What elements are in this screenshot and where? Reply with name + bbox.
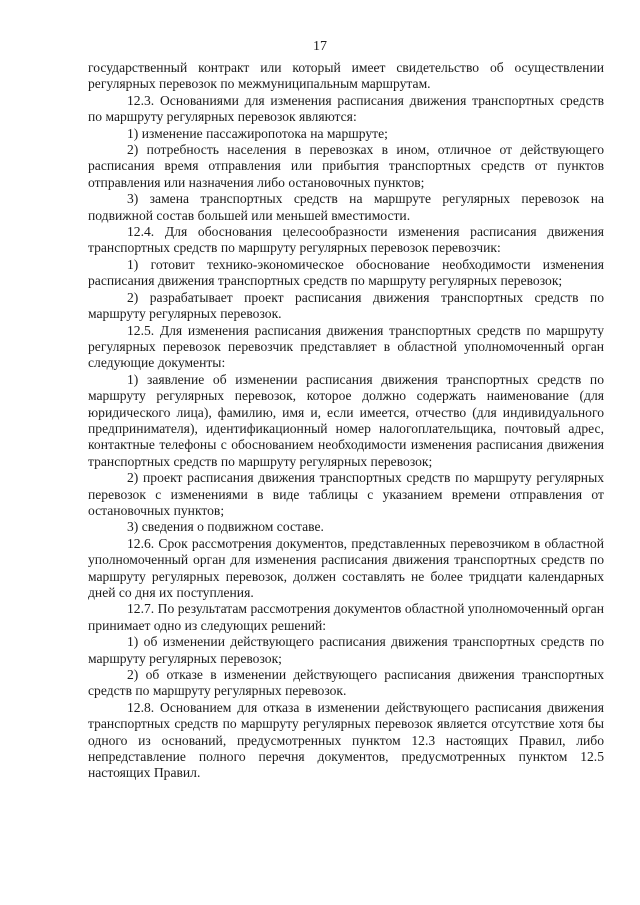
paragraph: 3) сведения о подвижном составе. [127, 519, 324, 535]
paragraph: 1) об изменении действующего расписания движения транспортных средств по маршруту регулярных перевозок; [88, 634, 604, 666]
paragraph: 3) замена транспортных средств на маршруте регулярных перевозок на подвижной состав большей или меньшей вместимости. [88, 191, 604, 223]
paragraph: 2) потребность населения в перевозках в ином, отличное от действующего расписания время отправления или прибытия транспортных средств от пунктов отправления или назначения либо остановочных пунктов; [88, 142, 604, 190]
paragraph: государственный контракт или который имеет свидетельство об осуществлении регулярных перевозок по межмуниципальным маршрутам. [88, 60, 604, 92]
paragraph: 12.6. Срок рассмотрения документов, представленных перевозчиком в областной уполномоченный орган для изменения расписания движения транспортных средств по маршруту регулярных перевозок, должен составлять не более тридцати календарных дней со дня их поступления. [88, 535, 604, 600]
paragraph: 1) готовит технико-экономическое обоснование необходимости изменения расписания движения транспортных средств по маршруту регулярных перевозок; [88, 256, 604, 289]
paragraph: 12.3. Основаниями для изменения расписания движения транспортных средств по маршруту регулярных перевозок являются: [88, 92, 604, 125]
page-number: 17 [313, 39, 327, 54]
paragraph: 2) об отказе в изменении действующего расписания движения транспортных средств по маршруту регулярных перевозок. [88, 667, 604, 699]
paragraph: 2) проект расписания движения транспортных средств по маршруту регулярных перевозок с изменениями в виде таблицы с указанием времени отправления от остановочных пунктов; [88, 470, 604, 518]
paragraph: 1) заявление об изменении расписания движения транспортных средств по маршруту регулярных перевозок, которое должно содержать наименование (для юридического лица), фамилию, имя и, если имеется, отчество (для индивидуального предпринимателя), идентификационный номер налогоплательщика, почтовый адрес, контактные телефоны с обоснованием необходимости изменения расписания движения транспортных средств по маршруту регулярных перевозок; [88, 371, 604, 469]
paragraph: 12.7. По результатам рассмотрения документов областной уполномоченный орган принимает одно из следующих решений: [88, 601, 604, 633]
document-body [88, 60, 604, 782]
paragraph: 12.5. Для изменения расписания движения транспортных средств по маршруту регулярных перевозок перевозчик представляет в областной уполномоченный орган следующие документы: [88, 322, 604, 371]
paragraph: 2) разрабатывает проект расписания движения транспортных средств по маршруту регулярных перевозок. [88, 289, 604, 322]
paragraph: 12.8. Основанием для отказа в изменении действующего расписания движения транспортных средств по маршруту регулярных перевозок является отсутствие хотя бы одного из оснований, предусмотренных пунктом 12.3 настоящих Правил, либо непредставление полного перечня документов, предусмотренных пунктом 12.5 настоящих Правил. [88, 699, 604, 781]
paragraph: 1) изменение пассажиропотока на маршруте; [127, 125, 388, 141]
paragraph: 12.4. Для обоснования целесообразности изменения расписания движения транспортных средств по маршруту регулярных перевозок перевозчик: [88, 224, 604, 256]
